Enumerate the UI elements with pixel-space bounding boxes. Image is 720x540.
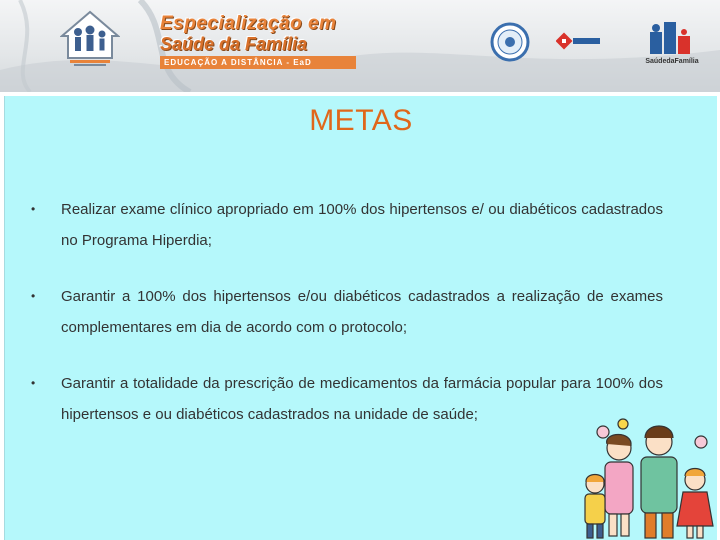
banner-line-2: Saúde da Família xyxy=(160,34,308,54)
banner-line-1: Especialização em xyxy=(160,13,337,34)
saude-da-familia-label: SaúdedaFamília xyxy=(645,58,699,65)
saude-da-familia-logo-icon xyxy=(648,18,692,56)
bullet-glyph: • xyxy=(31,376,36,390)
goal-text: Garantir a 100% dos hipertensos e/ou diabéticos cadastrados a realização de exames complementares em dia de acordo com o protocolo; xyxy=(61,288,663,336)
institution-seal-icon xyxy=(490,22,530,62)
goals-list xyxy=(31,194,663,455)
goal-text: Realizar exame clínico apropriado em 100% dos hipertensos e/ ou diabéticos cadastrados no Programa Hiperdia; xyxy=(61,201,663,249)
goal-text: Garantir a totalidade da prescrição de medicamentos da farmácia popular para 100% dos hipertensos e ou diabéticos cadastrados na unidade de saúde; xyxy=(61,375,663,423)
saude-da-familia-logo xyxy=(640,18,704,74)
family-drawing-icon xyxy=(573,402,720,540)
bullet-glyph: • xyxy=(31,289,36,303)
course-banner-title xyxy=(160,14,360,74)
list-item xyxy=(31,281,663,343)
header-banner xyxy=(0,0,720,92)
slide-title: METAS xyxy=(309,104,413,137)
list-item xyxy=(31,194,663,256)
una-sus-logo-icon xyxy=(556,26,602,56)
banner-line-3: EDUCAÇÃO A DISTÂNCIA - EaD xyxy=(160,56,356,69)
family-house-logo-icon xyxy=(60,10,120,68)
bullet-glyph: • xyxy=(31,202,36,216)
list-item xyxy=(31,368,663,430)
